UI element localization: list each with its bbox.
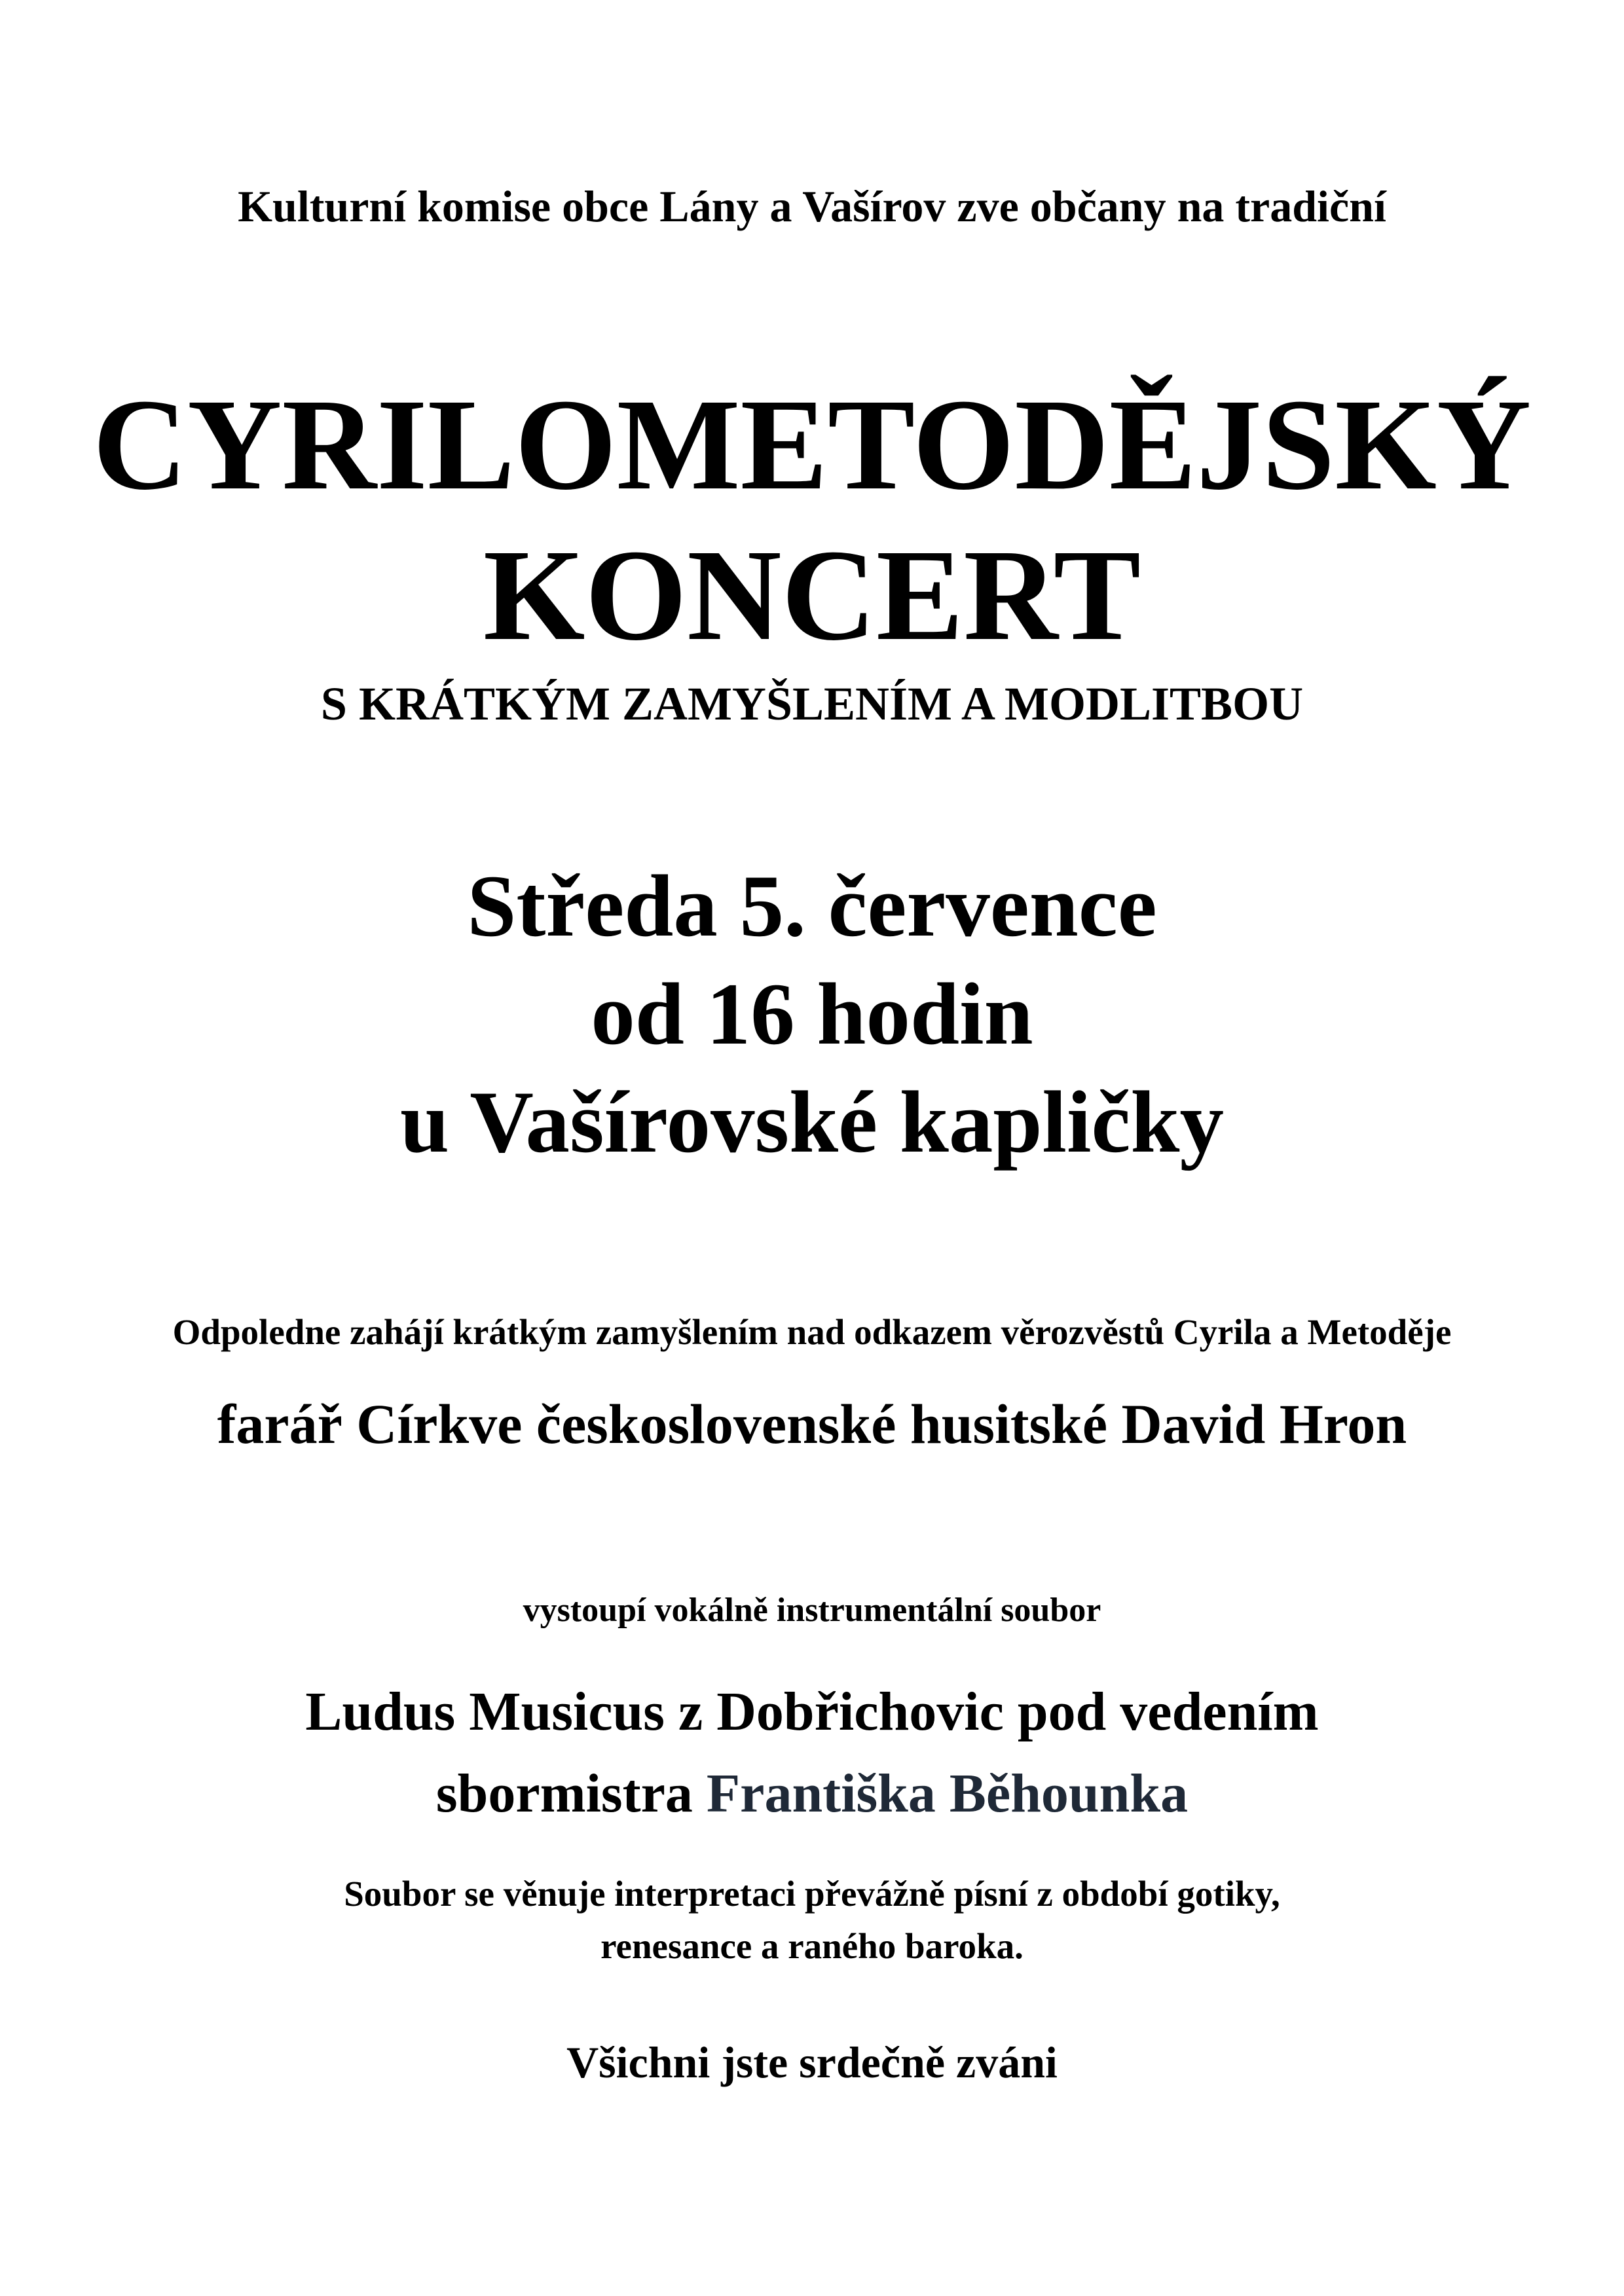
invitation-text: Všichni jste srdečně zváni	[566, 2037, 1058, 2087]
poster-subtitle: S KRÁTKÝM ZAMYŠLENÍM A MODLITBOU	[320, 678, 1304, 730]
event-time: od 16 hodin	[591, 966, 1033, 1063]
performers-intro: vystoupí vokálně instrumentální soubor	[523, 1592, 1101, 1629]
ensemble-conductor-prefix: sbormistra	[435, 1763, 693, 1824]
ensemble-conductor-name: Františka Běhounka	[706, 1763, 1189, 1824]
ensemble-description-line-1: Soubor se věnuje interpretaci převážně písní z období gotiky,	[344, 1874, 1280, 1914]
speaker-name: farář Církve československé husitské David Hron	[217, 1393, 1407, 1455]
poster-title-line-1: CYRILOMETODĚJSKÝ	[92, 373, 1532, 517]
event-date: Středa 5. července	[467, 858, 1157, 955]
ensemble-line-1: Ludus Musicus z Dobřichovic pod vedením	[305, 1681, 1319, 1742]
opening-text: Odpoledne zahájí krátkým zamyšlením nad odkazem věrozvěstů Cyrila a Metoděje	[172, 1312, 1452, 1352]
event-location: u Vašírovské kapličky	[400, 1074, 1224, 1171]
intro-text: Kulturní komise obce Lány a Vašírov zve občany na tradiční	[238, 181, 1386, 231]
ensemble-line-2	[0, 1758, 1624, 1830]
poster-title-line-2: KONCERT	[483, 523, 1141, 668]
ensemble-description-line-2: renesance a raného baroka.	[600, 1926, 1024, 1966]
